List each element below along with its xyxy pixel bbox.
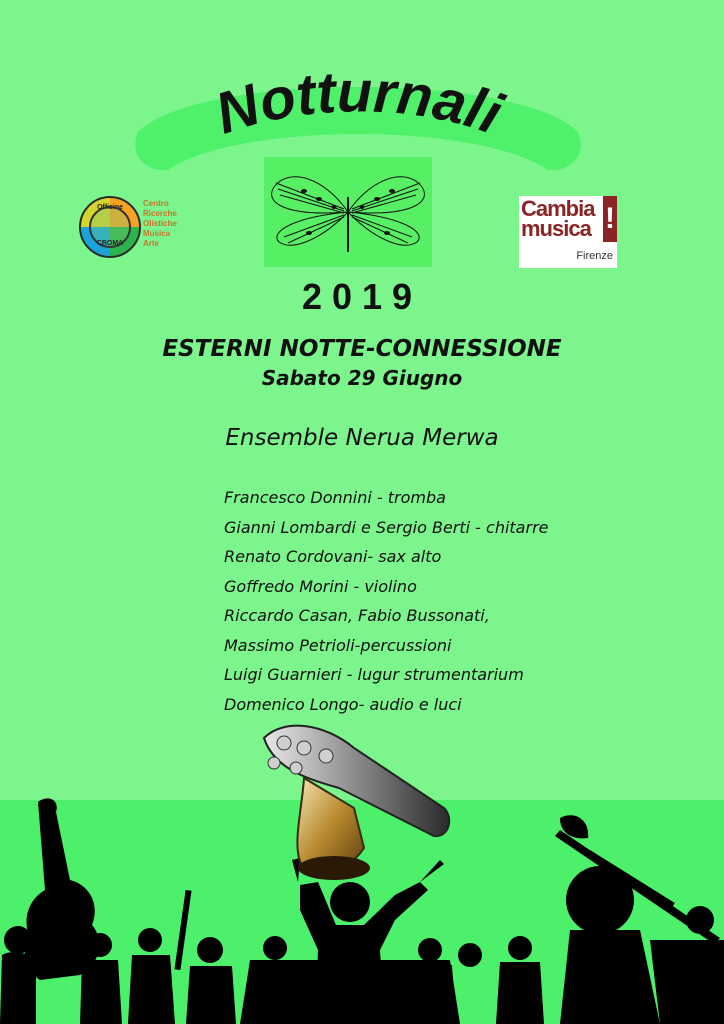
croma-logo <box>79 196 199 260</box>
logo-line-1: Cambia <box>521 196 595 221</box>
member-item: Massimo Petrioli-percussioni <box>224 635 452 655</box>
member-item: Riccardo Casan, Fabio Bussonati, <box>224 606 490 625</box>
acronym-line: Ricerche <box>143 209 177 218</box>
saxophone-icon <box>244 718 458 888</box>
member-item: Francesco Donnini - tromba <box>224 488 446 507</box>
logo-word-top: Officine <box>96 204 124 211</box>
cambia-musica-logo <box>519 196 617 268</box>
member-item: Gianni Lombardi e Sergio Berti - chitarre <box>224 517 549 537</box>
event-year: 2019 <box>301 276 423 317</box>
croma-circle-icon <box>79 196 141 258</box>
croma-acronym <box>143 199 177 249</box>
logo-line-2: musica <box>521 216 591 241</box>
exclamation-icon: ! <box>603 196 617 242</box>
ensemble-name: Ensemble Nerua Merwa <box>225 425 499 451</box>
logo-word-bottom: CROMA <box>96 240 124 247</box>
musical-staff-butterfly-icon <box>264 157 432 267</box>
acronym-line: Musica <box>143 229 171 238</box>
title-text: Notturnali <box>207 62 511 147</box>
member-item: Renato Cordovani- sax alto <box>224 547 442 566</box>
acronym-line: Olistiche <box>143 219 177 228</box>
member-item: Domenico Longo- audio e luci <box>224 694 462 714</box>
event-date: Sabato 29 Giugno <box>261 366 463 390</box>
event-title: ESTERNI NOTTE-CONNESSIONE <box>162 336 562 362</box>
acronym-line: Centro <box>143 199 169 208</box>
acronym-line: Arte <box>143 239 160 248</box>
members-list <box>224 488 548 724</box>
logo-city: Firenze <box>576 250 613 262</box>
member-item: Luigi Guarnieri - lugur strumentarium <box>224 665 524 684</box>
member-item: Goffredo Morini - violino <box>224 576 417 596</box>
center-logo <box>264 157 432 267</box>
